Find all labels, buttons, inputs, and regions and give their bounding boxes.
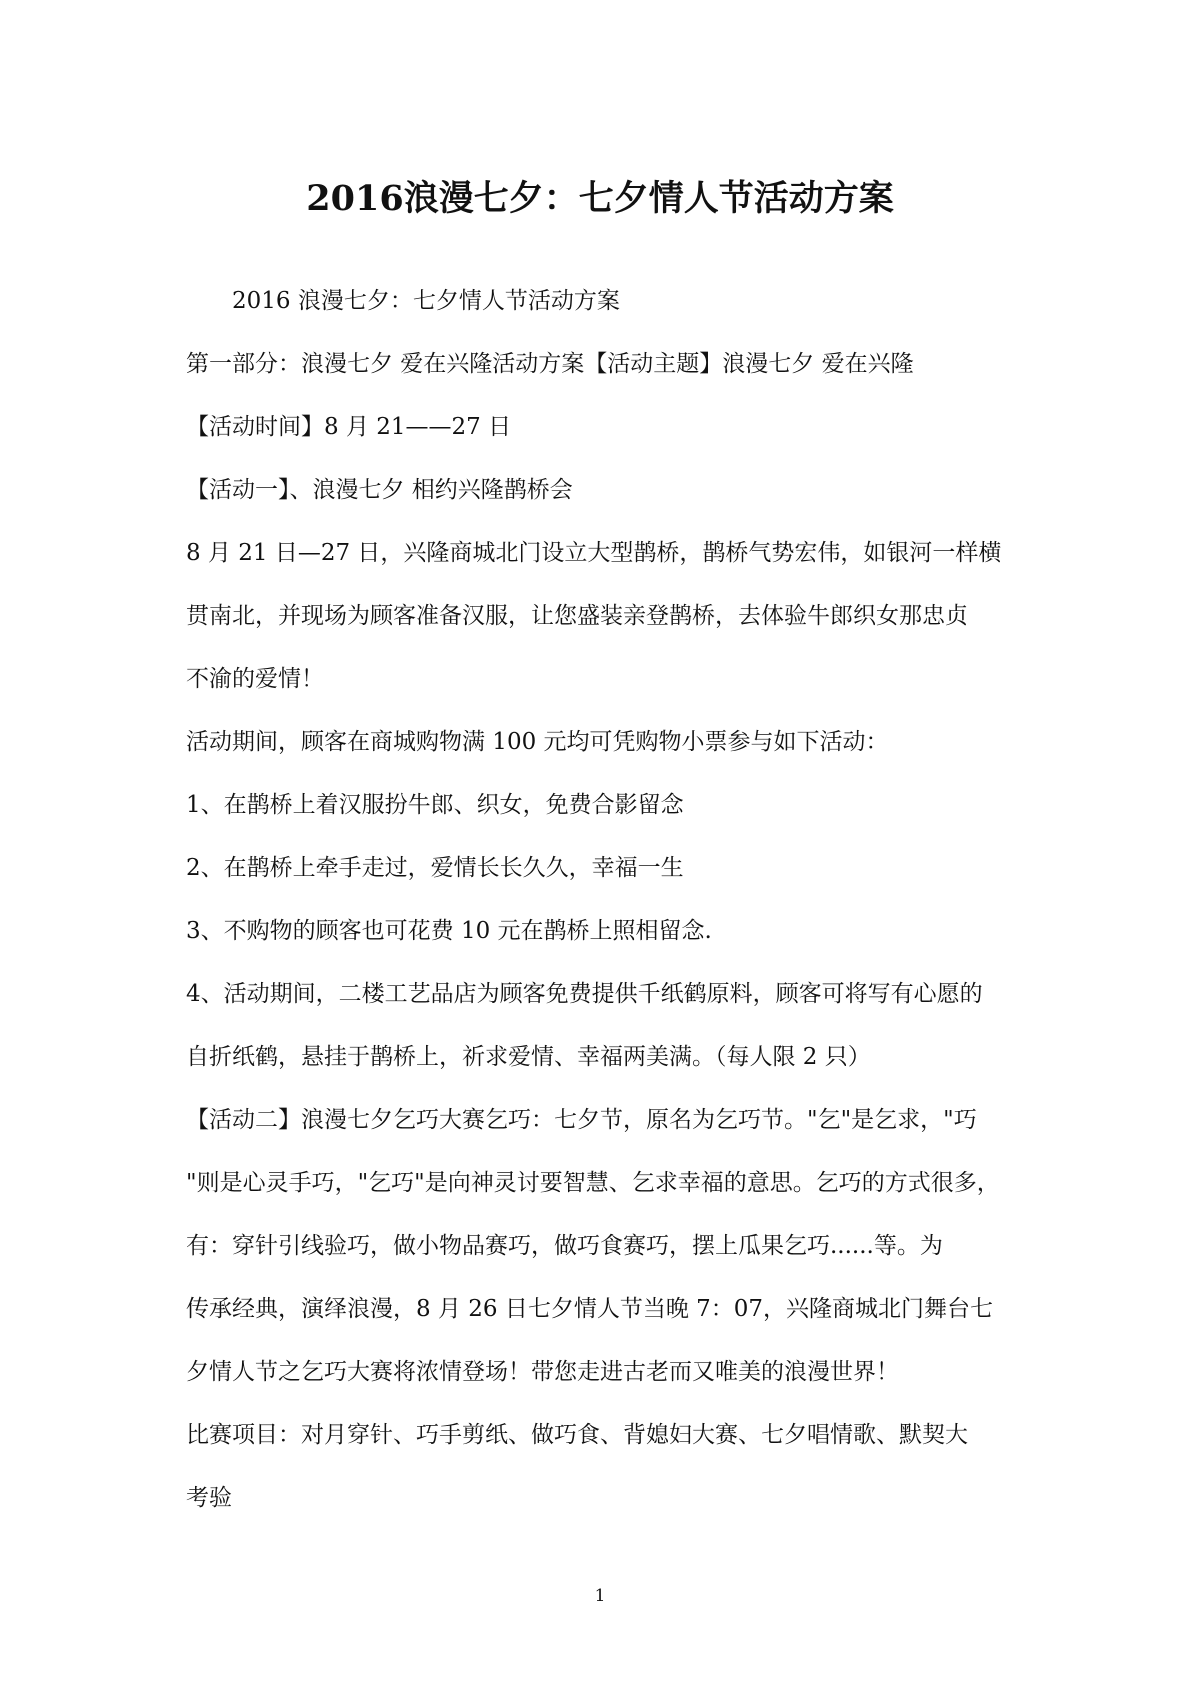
list-item-2: 2、在鹊桥上牵手走过，爱情长长久久，幸福一生: [186, 855, 684, 881]
list-item-4-line-2: 自折纸鹤，悬挂于鹊桥上，祈求爱情、幸福两美满。（每人限 2 只）: [186, 1044, 871, 1070]
document-title: 2016浪漫七夕：七夕情人节活动方案: [306, 178, 894, 219]
subtitle-line: 2016 浪漫七夕：七夕情人节活动方案: [232, 288, 620, 314]
activity-two-line-5: 夕情人节之乞巧大赛将浓情登场！带您走进古老而又唯美的浪漫世界！: [186, 1359, 899, 1385]
activity-one-heading: 【活动一】、浪漫七夕 相约兴隆鹊桥会: [186, 477, 573, 503]
activity-time: 【活动时间】8 月 21——27 日: [186, 414, 512, 440]
competition-items-line-1: 比赛项目：对月穿针、巧手剪纸、做巧食、背媳妇大赛、七夕唱情歌、默契大: [186, 1422, 968, 1448]
list-item-1: 1、在鹊桥上着汉服扮牛郎、织女，免费合影留念: [186, 792, 684, 818]
activity-two-line-1: 【活动二】浪漫七夕乞巧大赛乞巧：七夕节，原名为乞巧节。"乞"是乞求，"巧: [186, 1107, 977, 1133]
activity-period-line: 活动期间，顾客在商城购物满 100 元均可凭购物小票参与如下活动：: [186, 729, 889, 755]
document-body: [186, 270, 1036, 1530]
list-item-4-line-1: 4、活动期间，二楼工艺品店为顾客免费提供千纸鹤原料，顾客可将写有心愿的: [186, 981, 983, 1007]
activity-two-line-2: "则是心灵手巧，"乞巧"是向神灵讨要智慧、乞求幸福的意思。乞巧的方式很多，: [186, 1170, 1000, 1196]
list-item-3: 3、不购物的顾客也可花费 10 元在鹊桥上照相留念.: [186, 918, 712, 944]
activity-two-line-3: 有：穿针引线验巧，做小物品赛巧，做巧食赛巧，摆上瓜果乞巧......等。为: [186, 1233, 943, 1259]
activity-one-line-1: 8 月 21 日—27 日，兴隆商城北门设立大型鹊桥，鹊桥气势宏伟，如银河一样横: [186, 540, 1002, 566]
section-one-heading: 第一部分：浪漫七夕 爱在兴隆活动方案【活动主题】浪漫七夕 爱在兴隆: [186, 351, 914, 377]
activity-one-line-3: 不渝的爱情！: [186, 666, 324, 692]
competition-items-line-2: 考验: [186, 1485, 232, 1511]
page-number: 1: [594, 1586, 606, 1606]
activity-two-line-4: 传承经典，演绎浪漫，8 月 26 日七夕情人节当晚 7：07，兴隆商城北门舞台七: [186, 1296, 994, 1322]
activity-one-line-2: 贯南北，并现场为顾客准备汉服，让您盛装亲登鹊桥，去体验牛郎织女那忠贞: [186, 603, 968, 629]
